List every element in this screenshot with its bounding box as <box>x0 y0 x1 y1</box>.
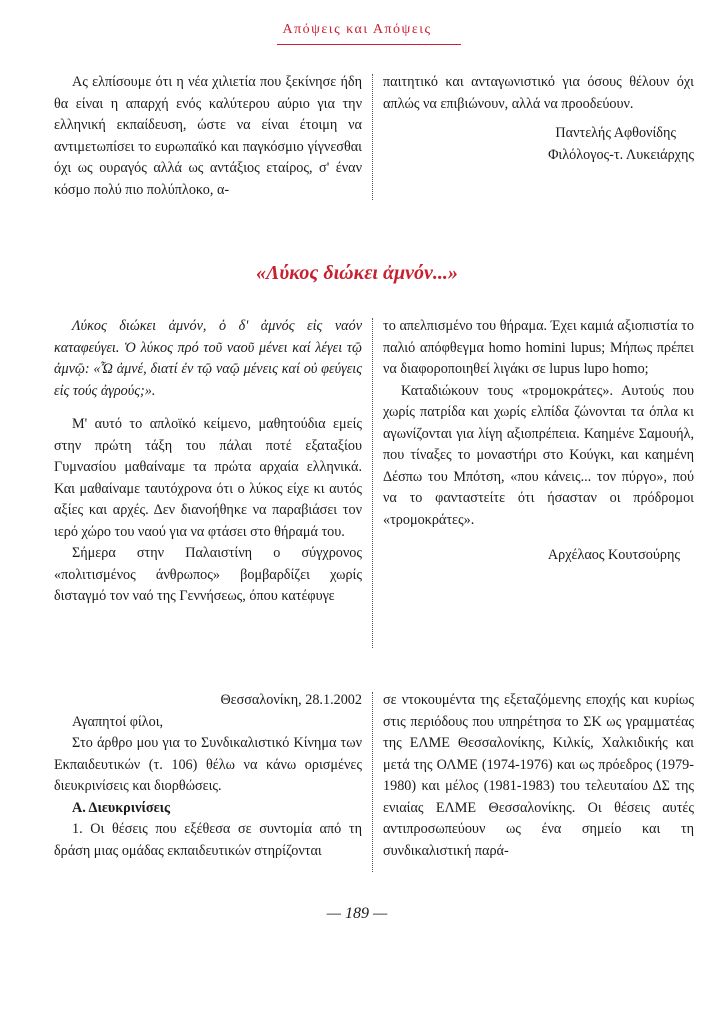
article-title: «Λύκος διώκει ἀμνόν...» <box>256 262 458 284</box>
signature-name: Παντελής Αφθονίδης <box>555 125 676 141</box>
running-header: Απόψεις και Απόψεις <box>282 22 432 37</box>
letter-date: Θεσσαλονίκη, 28.1.2002 <box>220 692 362 708</box>
section3-left-column <box>54 690 362 862</box>
section1-left-text: Ας ελπίσουμε ότι η νέα χιλιετία που ξεκίνησε ήδη θα είναι η απαρχή ενός καλύτερου αύριο για την ελληνική εκπαίδευση, ώστε να είναι έτοιμη να αντιμετωπίσει το ευρωπαϊκό και παγκόσμιο γίγνεσθαι όχι ως ουραγός αλλά ως αντάξιος εταίρος, σ' έναν κόσμο πολύ πιο πολύπλοκο, α- <box>54 74 362 198</box>
section1-left-column <box>54 72 362 201</box>
column-divider <box>372 692 373 872</box>
signature: Αρχέλαος Κουτσούρης <box>547 547 680 563</box>
paragraph: σε ντοκουμέντα της εξεταζόμενης εποχής και κυρίως στις περιόδους που υπηρέτησα το ΣΚ ως γραμματέας της ΕΛΜΕ Θεσσαλονίκης, Κιλκίς, Χαλκιδικής και μετά της ΟΛΜΕ (1974-1976) και ως πρόεδρος (1979-1980) και μέλος (1981-1983) του τελευταίου ΔΣ της ενιαίας ΕΛΜΕ Θεσσαλονίκης. Οι θέσεις αυτές αντιπροσωπεύουν ως ένα σημείο και τη συνδικαλιστική παρά- <box>383 692 694 859</box>
paragraph: Καταδιώκουν τους «τρομοκράτες». Αυτούς που χωρίς πατρίδα και χωρίς ελπίδα ζώνονται τα όπλα κι αγωνίζονται για λίγη αξιοπρέπεια. Καημένε Σαμουήλ, που τίναξες το μοναστήρι στο Κούγκι, και καημένη Δέσπω του Μπότση, «που κάνεις... τον πύργο», πού να το φανταστείτε ότι ήσασταν οι πρόδρομοι «τρομοκράτες». <box>383 382 694 528</box>
paragraph: το απελπισμένο του θήραμα. Έχει καμιά αξιοπιστία το παλιό απόφθεγμα homo homini lupus; Μήπως πρέπει να διαφοροποιηθεί λιγάκι σε lupus lupo homo; <box>383 318 694 377</box>
header-underline <box>277 44 461 45</box>
column-divider <box>372 318 373 648</box>
signature-role: Φιλόλογος-τ. Λυκειάρχης <box>548 146 694 163</box>
section3-right-column <box>383 690 694 862</box>
section2-left-column <box>54 316 362 608</box>
ancient-quote: Λύκος διώκει ἀμνόν, ὁ δ' ἀμνός εἰς ναόν καταφεύγει. Ὁ λύκος πρό τοῦ ναοῦ μένει καί λέγει τῷ ἀμνῷ: «Ὦ ἀμνέ, διατί ἐν τῷ ναῷ μένεις καί οὐ φεύγεις εἰς τούς ἀγρούς;». <box>54 318 362 399</box>
paragraph: Στο άρθρο μου για το Συνδικαλιστικό Κίνημα των Εκπαιδευτικών (τ. 106) θέλω να κάνω ορισμένες διευκρινίσεις και διορθώσεις. <box>54 735 362 794</box>
subheading: Α. Διευκρινίσεις <box>72 799 171 816</box>
paragraph: Μ' αυτό το απλοϊκό κείμενο, μαθητούδια εμείς στην πρώτη τάξη του πάλαι ποτέ εξαταξίου Γυμνασίου μαθαίναμε τα πρώτα αρχαία ελληνικά. Και μαθαίναμε ταυτόχρονα ότι ο λύκος είχε κι αυτός αξίες και αρχές. Δεν διανοήθηκε να παραβιάσει τον ιερό χώρο του ναού για να φτάσει στο θήραμά του. <box>54 416 362 540</box>
section1-right-text: παιτητικό και ανταγωνιστικό για όσους θέλουν όχι απλώς να επιβιώνουν, αλλά να προοδεύουν. <box>383 74 694 112</box>
greeting: Αγαπητοί φίλοι, <box>72 713 164 730</box>
page-number: — 189 — <box>326 905 388 922</box>
paragraph: Σήμερα στην Παλαιστίνη ο σύγχρονος «πολιτισμένος άνθρωπος» βομβαρδίζει χωρίς δισταγμό τον ναό της Γεννήσεως, όπου κατέφυγε <box>54 545 362 604</box>
column-divider <box>372 74 373 200</box>
section1-right-column <box>383 72 694 166</box>
section2-right-column <box>383 316 694 567</box>
paragraph: 1. Οι θέσεις που εξέθεσα σε συντομία από τη δράση μιας ομάδας εκπαιδευτικών στηρίζονται <box>54 821 362 859</box>
